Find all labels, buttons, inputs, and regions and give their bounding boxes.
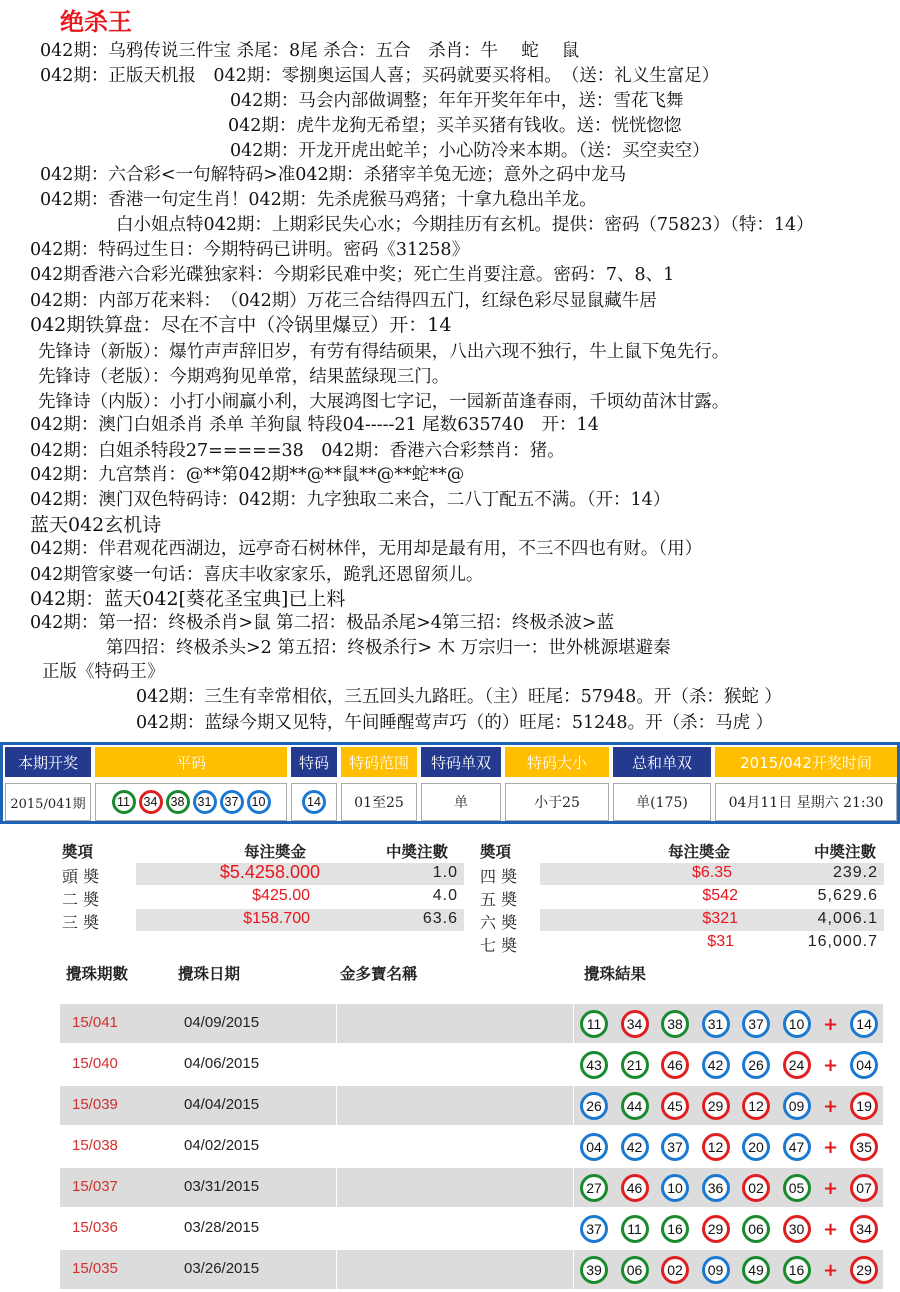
number-ball: 46 bbox=[621, 1174, 649, 1202]
number-ball: 42 bbox=[621, 1133, 649, 1161]
draw-date: 03/28/2015 bbox=[184, 1219, 260, 1236]
text-line: 先锋诗（老版）：今期鸡狗见单常，结果蓝绿现三门。 bbox=[38, 367, 450, 387]
special-number-ball: 07 bbox=[850, 1174, 878, 1202]
text-line: 042期管家婆一句话：喜庆丰收家家乐，跪乳还恩留须儿。 bbox=[30, 565, 484, 585]
number-ball: 16 bbox=[783, 1256, 811, 1284]
prize-amount: $6.35 bbox=[691, 864, 732, 881]
number-ball: 10 bbox=[247, 790, 271, 814]
number-ball: 11 bbox=[621, 1215, 649, 1243]
number-ball: 21 bbox=[621, 1051, 649, 1079]
plus-sign: + bbox=[823, 1054, 839, 1076]
text-line: 042期：正版天机报 042期：零捌奥运国人喜；买码就要买将相。 （送：礼义生富足） bbox=[40, 66, 720, 86]
header-special-odd-even: 特码单双 bbox=[421, 747, 501, 777]
draw-date: 04/06/2015 bbox=[184, 1055, 260, 1072]
draw-result-balls bbox=[580, 1133, 891, 1161]
prize-count: 16,000.7 bbox=[807, 933, 878, 950]
number-ball: 31 bbox=[702, 1010, 730, 1038]
draw-result-balls bbox=[580, 1215, 891, 1243]
draw-id: 15/035 bbox=[72, 1260, 118, 1277]
header-special-number: 特码 bbox=[291, 747, 337, 777]
draw-period: 2015/041期 bbox=[5, 783, 91, 821]
number-ball: 06 bbox=[742, 1215, 770, 1243]
draw-result-balls bbox=[580, 1256, 891, 1284]
number-ball: 06 bbox=[621, 1256, 649, 1284]
number-ball: 38 bbox=[166, 790, 190, 814]
number-ball: 24 bbox=[783, 1051, 811, 1079]
text-line: 白小姐点特042期：上期彩民失心水；今期挂历有玄机。提供：密码（75823）（特：14） bbox=[116, 215, 814, 235]
prize-amount: $425.00 bbox=[252, 887, 310, 904]
header-special-range: 特码范围 bbox=[341, 747, 417, 777]
draw-name-cell bbox=[336, 1127, 574, 1166]
table-row bbox=[60, 1168, 883, 1207]
text-line: 042期：蓝绿今期又见特，午间睡醒莺声巧（的）旺尾：51248。开（杀：马虎 ） bbox=[136, 713, 774, 733]
results-col-period: 攪珠期數 bbox=[66, 964, 129, 983]
table-row bbox=[60, 1045, 883, 1084]
number-ball: 44 bbox=[621, 1092, 649, 1120]
number-ball: 26 bbox=[580, 1092, 608, 1120]
number-ball: 16 bbox=[661, 1215, 689, 1243]
draw-date: 04/02/2015 bbox=[184, 1137, 260, 1154]
plus-sign: + bbox=[823, 1177, 839, 1199]
header-special-size: 特码大小 bbox=[505, 747, 609, 777]
prize-name: 頭 奬 bbox=[62, 867, 100, 886]
header-regular-numbers: 平码 bbox=[95, 747, 287, 777]
text-line: 042期香港六合彩光碟独家料：今期彩民难中奖；死亡生肖要注意。密码：7、8、1 bbox=[30, 265, 675, 285]
results-col-result: 攪珠結果 bbox=[584, 964, 647, 983]
draw-regular-balls bbox=[95, 783, 287, 821]
number-ball: 39 bbox=[580, 1256, 608, 1284]
draw-odd-even: 单 bbox=[421, 783, 501, 821]
draw-name-cell bbox=[336, 1004, 574, 1043]
number-ball: 26 bbox=[742, 1051, 770, 1079]
text-line: 042期：马会内部做调整；年年开奖年年中，送：雪花飞舞 bbox=[230, 91, 684, 111]
results-col-name: 金多寶名稱 bbox=[340, 964, 418, 983]
number-ball: 34 bbox=[139, 790, 163, 814]
number-ball: 12 bbox=[742, 1092, 770, 1120]
prize-count: 5,629.6 bbox=[817, 887, 878, 904]
draw-date: 04/09/2015 bbox=[184, 1014, 260, 1031]
draw-next-time: 04月11日 星期六 21:30 bbox=[715, 783, 897, 821]
special-number-ball: 34 bbox=[850, 1215, 878, 1243]
number-ball: 42 bbox=[702, 1051, 730, 1079]
text-line: 042期铁算盘：尽在不言中（冷锅里爆豆）开：14 bbox=[30, 314, 452, 336]
prize-col-count-right: 中奬注數 bbox=[814, 842, 877, 861]
special-number-ball: 14 bbox=[850, 1010, 878, 1038]
draw-id: 15/038 bbox=[72, 1137, 118, 1154]
text-line: 042期：蓝天042[葵花圣宝典]已上料 bbox=[30, 588, 346, 610]
prize-amount: $5.4258.000 bbox=[219, 862, 320, 882]
text-line: 042期：白姐杀特段27=====38 042期：香港六合彩禁肖：猪。 bbox=[30, 441, 565, 461]
text-line: 042期：伴君观花西湖边，远亭奇石树林伴，无用却是最有用，不三不四也有财。（用） bbox=[30, 539, 703, 559]
plus-sign: + bbox=[823, 1136, 839, 1158]
number-ball: 49 bbox=[742, 1256, 770, 1284]
draw-date: 03/31/2015 bbox=[184, 1178, 260, 1195]
prize-name: 五 奬 bbox=[480, 890, 518, 909]
number-ball: 45 bbox=[661, 1092, 689, 1120]
text-line: 042期：开龙开虎出蛇羊；小心防冷来本期。（送：买空卖空） bbox=[230, 141, 710, 161]
number-ball: 10 bbox=[661, 1174, 689, 1202]
prize-count: 63.6 bbox=[422, 910, 458, 927]
number-ball: 27 bbox=[580, 1174, 608, 1202]
number-ball: 11 bbox=[112, 790, 136, 814]
draw-name-cell bbox=[336, 1209, 574, 1248]
text-line: 042期：特码过生日：今期特码已讲明。密码《31258》 bbox=[30, 240, 470, 260]
draw-id: 15/037 bbox=[72, 1178, 118, 1195]
prize-amount: $321 bbox=[702, 910, 738, 927]
prize-col-count: 中奬注數 bbox=[386, 842, 449, 861]
number-ball: 29 bbox=[702, 1092, 730, 1120]
draw-result-balls bbox=[580, 1051, 891, 1079]
text-line: 042期：澳门白姐杀肖 杀单 羊狗鼠 特段04-----21 尾数635740 开：14 bbox=[30, 415, 599, 435]
text-line: 042期：三生有幸常相依，三五回头九路旺。（主）旺尾：57948。开（杀：猴蛇 ） bbox=[136, 687, 782, 707]
prize-col-amount: 每注奬金 bbox=[244, 842, 307, 861]
draw-info-table bbox=[0, 742, 900, 824]
number-ball: 09 bbox=[783, 1092, 811, 1120]
header-next-draw-time: 2015/042开奖时间 bbox=[715, 747, 897, 777]
number-ball: 37 bbox=[220, 790, 244, 814]
plus-sign: + bbox=[823, 1013, 839, 1035]
table-row bbox=[60, 1127, 883, 1166]
draw-name-cell bbox=[336, 1250, 574, 1289]
prize-count: 4,006.1 bbox=[817, 910, 878, 927]
number-ball: 43 bbox=[580, 1051, 608, 1079]
text-line: 042期：内部万花来料： （042期）万花三合结得四五门，红绿色彩尽显鼠藏牛居 bbox=[30, 291, 657, 311]
draw-id: 15/041 bbox=[72, 1014, 118, 1031]
prize-name: 二 奬 bbox=[62, 890, 100, 909]
number-ball: 09 bbox=[702, 1256, 730, 1284]
draw-size: 小于25 bbox=[505, 783, 609, 821]
text-line: 042期：虎牛龙狗无希望；买羊买猪有钱收。送：恍恍惚惚 bbox=[228, 116, 682, 136]
draw-result-balls bbox=[580, 1010, 891, 1038]
text-line: 042期：乌鸦传说三件宝 杀尾：8尾 杀合：五合 杀肖：牛 蛇 鼠 bbox=[40, 41, 580, 61]
draw-id: 15/039 bbox=[72, 1096, 118, 1113]
prize-count: 239.2 bbox=[832, 864, 878, 881]
number-ball: 12 bbox=[702, 1133, 730, 1161]
number-ball: 05 bbox=[783, 1174, 811, 1202]
results-col-date: 攪珠日期 bbox=[178, 964, 241, 983]
text-line: 先锋诗（内版）：小打小闹赢小利，大展鸿图七字记，一园新苗逢春雨，千顷幼苗沐甘露。 bbox=[38, 392, 730, 412]
number-ball: 30 bbox=[783, 1215, 811, 1243]
number-ball: 10 bbox=[783, 1010, 811, 1038]
special-number-ball: 29 bbox=[850, 1256, 878, 1284]
prize-col-amount-right: 每注奬金 bbox=[668, 842, 731, 861]
prize-name: 六 奬 bbox=[480, 913, 518, 932]
text-line: 042期：第一招：终极杀肖>鼠 第二招：极品杀尾>4第三招：终极杀波>蓝 bbox=[30, 613, 615, 633]
special-number-ball: 04 bbox=[850, 1051, 878, 1079]
table-row bbox=[60, 1250, 883, 1289]
number-ball: 02 bbox=[661, 1256, 689, 1284]
draw-id: 15/040 bbox=[72, 1055, 118, 1072]
prize-col-name: 奬項 bbox=[62, 842, 94, 861]
text-line: 第四招：终极杀头>2 第五招：终极杀行> 木 万宗归一：世外桃源堪避秦 bbox=[106, 638, 671, 658]
prize-amount: $158.700 bbox=[243, 910, 310, 927]
number-ball: 04 bbox=[580, 1133, 608, 1161]
number-ball: 37 bbox=[580, 1215, 608, 1243]
text-line: 042期：九宫禁肖：@**第042期**@**鼠**@**蛇**@ bbox=[30, 465, 465, 485]
table-row bbox=[60, 1004, 883, 1043]
plus-sign: + bbox=[823, 1095, 839, 1117]
text-line: 042期：六合彩<一句解特码>准042期：杀猪宰羊兔无迹；意外之码中龙马 bbox=[40, 165, 627, 185]
draw-date: 04/04/2015 bbox=[184, 1096, 260, 1113]
plus-sign: + bbox=[823, 1218, 839, 1240]
prize-amount: $31 bbox=[707, 933, 734, 950]
number-ball: 38 bbox=[661, 1010, 689, 1038]
prize-name: 三 奬 bbox=[62, 913, 100, 932]
draw-name-cell bbox=[336, 1045, 574, 1084]
draw-result-balls bbox=[580, 1092, 891, 1120]
table-row bbox=[60, 1086, 883, 1125]
number-ball: 46 bbox=[661, 1051, 689, 1079]
special-number-ball: 14 bbox=[302, 790, 326, 814]
header-sum-odd-even: 总和单双 bbox=[613, 747, 711, 777]
draw-name-cell bbox=[336, 1168, 574, 1207]
text-line: 先锋诗（新版）：爆竹声声辞旧岁，有劳有得结硕果，八出六现不独行，牛上鼠下兔先行。 bbox=[38, 342, 730, 362]
prize-count: 1.0 bbox=[432, 864, 458, 881]
draw-range: 01至25 bbox=[341, 783, 417, 821]
number-ball: 29 bbox=[702, 1215, 730, 1243]
draw-special-ball bbox=[291, 783, 337, 821]
text-line: 042期：澳门双色特码诗：042期：九字独取二来合，二八丁配五不满。（开：14） bbox=[30, 490, 671, 510]
number-ball: 11 bbox=[580, 1010, 608, 1038]
draw-id: 15/036 bbox=[72, 1219, 118, 1236]
number-ball: 37 bbox=[742, 1010, 770, 1038]
special-number-ball: 35 bbox=[850, 1133, 878, 1161]
draw-date: 03/26/2015 bbox=[184, 1260, 260, 1277]
page-title: 绝杀王 bbox=[60, 7, 132, 36]
draw-result-balls bbox=[580, 1174, 891, 1202]
text-line: 蓝天042玄机诗 bbox=[30, 514, 162, 536]
number-ball: 36 bbox=[702, 1174, 730, 1202]
prize-amount: $542 bbox=[702, 887, 738, 904]
prize-name: 七 奬 bbox=[480, 936, 518, 955]
number-ball: 37 bbox=[661, 1133, 689, 1161]
number-ball: 02 bbox=[742, 1174, 770, 1202]
plus-sign: + bbox=[823, 1259, 839, 1281]
special-number-ball: 19 bbox=[850, 1092, 878, 1120]
draw-sum-odd-even: 单(175) bbox=[613, 783, 711, 821]
number-ball: 31 bbox=[193, 790, 217, 814]
number-ball: 34 bbox=[621, 1010, 649, 1038]
number-ball: 20 bbox=[742, 1133, 770, 1161]
text-line: 042期：香港一句定生肖！042期：先杀虎猴马鸡猪；十拿九稳出羊龙。 bbox=[40, 190, 597, 210]
number-ball: 47 bbox=[783, 1133, 811, 1161]
prize-count: 4.0 bbox=[432, 887, 458, 904]
header-current-draw: 本期开奖 bbox=[5, 747, 91, 777]
prize-col-name-right: 奬項 bbox=[480, 842, 512, 861]
table-row bbox=[60, 1209, 883, 1248]
prize-name: 四 奬 bbox=[480, 867, 518, 886]
text-line: 正版《特码王》 bbox=[42, 662, 165, 682]
draw-name-cell bbox=[336, 1086, 574, 1125]
